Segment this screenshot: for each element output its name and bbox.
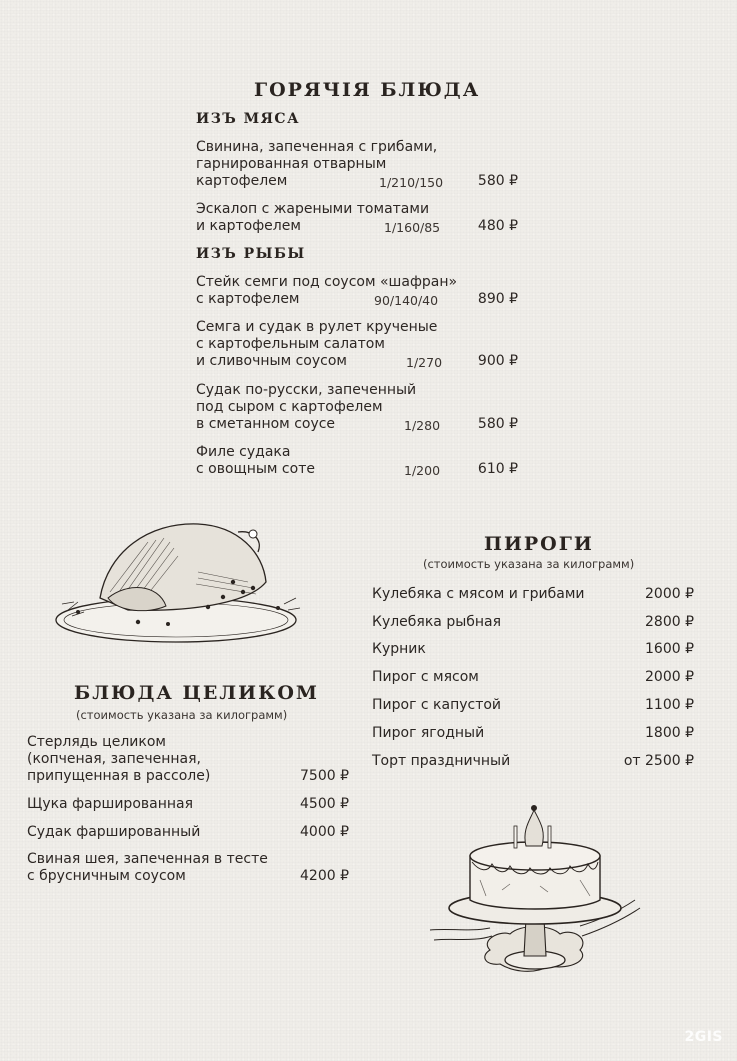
price: 900 ₽ — [477, 353, 518, 369]
watermark-2gis: 2GIS — [684, 1029, 723, 1045]
portion-weight: 1/280 — [404, 418, 441, 433]
pie-item-name: Курник — [372, 641, 426, 657]
item-line: гарнированная отварным — [196, 156, 387, 172]
pie-item-name: Пирог с капустой — [372, 697, 502, 713]
pie-item-price: 1600 ₽ — [645, 641, 694, 657]
item-line: с брусничным соусом 4200 ₽ — [27, 868, 349, 884]
item-line: картофелем 1/210/150 580 ₽ — [196, 173, 518, 190]
price: 890 ₽ — [477, 291, 518, 307]
menu-item — [27, 796, 349, 813]
menu-item — [196, 444, 521, 478]
menu-item — [27, 851, 349, 885]
pie-item-name: Пирог ягодный — [372, 725, 485, 741]
whole-dishes-title: БЛЮДА ЦЕЛИКОМ — [74, 682, 319, 704]
price: 480 ₽ — [477, 218, 518, 234]
item-line: Стерлядь целиком — [27, 734, 166, 750]
roast-poultry-icon — [48, 512, 310, 644]
pie-item-price: 1800 ₽ — [645, 725, 694, 741]
meat-subtitle: ИЗЪ МЯСА — [196, 111, 300, 127]
item-line: Свиная шея, запеченная в тесте — [27, 851, 268, 867]
item-line: Филе судака — [196, 444, 291, 460]
item-line: с картофельным салатом — [196, 336, 385, 352]
item-line: припущенная в рассоле) 7500 ₽ — [27, 768, 349, 784]
item-line: под сыром с картофелем — [196, 399, 383, 415]
item-line: Эскалоп с жареными томатами — [196, 201, 430, 217]
menu-item — [196, 382, 521, 433]
cake-illustration — [430, 800, 645, 980]
item-line: Щука фаршированная 4500 ₽ — [27, 796, 349, 812]
pie-item-name: Кулебяка рыбная — [372, 614, 502, 630]
item-line: Свинина, запеченная с грибами, — [196, 139, 438, 155]
price: 7500 ₽ — [300, 768, 349, 784]
pie-item-name: Торт праздничный — [372, 753, 511, 769]
item-line: в сметанном соусе 1/280 580 ₽ — [196, 416, 518, 433]
item-line: (копченая, запеченная, — [27, 751, 202, 767]
portion-weight: 1/160/85 — [384, 220, 441, 235]
menu-item — [27, 734, 349, 785]
price: 4000 ₽ — [300, 824, 349, 840]
pie-item-price: от 2500 ₽ — [623, 753, 694, 769]
item-line: с картофелем 90/140/40 890 ₽ — [196, 291, 518, 308]
item-line: Стейк семги под соусом «шафран» — [196, 274, 458, 290]
menu-item — [27, 824, 349, 841]
pie-item-price: 1100 ₽ — [645, 697, 694, 713]
whole-dishes-price-note: (стоимость указана за килограмм) — [76, 708, 288, 722]
menu-item — [196, 319, 521, 370]
price: 4200 ₽ — [300, 868, 349, 884]
price: 610 ₽ — [477, 461, 518, 477]
fish-subtitle: ИЗЪ РЫБЫ — [196, 246, 306, 262]
pie-item-name: Пирог с мясом — [372, 669, 479, 685]
portion-weight: 1/200 — [404, 463, 441, 478]
portion-weight: 1/270 — [406, 355, 443, 370]
pie-item-price: 2000 ₽ — [645, 669, 694, 685]
price: 580 ₽ — [477, 173, 518, 189]
menu-item — [196, 139, 521, 190]
portion-weight: 1/210/150 — [379, 175, 444, 190]
item-line: и сливочным соусом 1/270 900 ₽ — [196, 353, 518, 370]
portion-weight: 90/140/40 — [374, 293, 439, 308]
price: 4500 ₽ — [300, 796, 349, 812]
item-line: Семга и судак в рулет крученые — [196, 319, 438, 335]
roast-poultry-illustration — [48, 512, 310, 644]
menu-item — [196, 201, 521, 235]
menu-item — [196, 274, 521, 308]
price: 580 ₽ — [477, 416, 518, 432]
pie-item-price: 2800 ₽ — [645, 614, 694, 630]
cake-on-stand-icon — [430, 800, 645, 980]
pie-item-price: 2000 ₽ — [645, 586, 694, 602]
pies-title: ПИРОГИ — [484, 533, 594, 555]
item-line: Судак по-русски, запеченный — [196, 382, 417, 398]
item-line: и картофелем 1/160/85 480 ₽ — [196, 218, 518, 235]
hot-dishes-title: ГОРЯЧІЯ БЛЮДА — [254, 79, 481, 101]
pie-item-name: Кулебяка с мясом и грибами — [372, 586, 585, 602]
item-line: Судак фаршированный 4000 ₽ — [27, 824, 349, 840]
pies-price-note: (стоимость указана за килограмм) — [423, 557, 635, 571]
item-line: с овощным соте 1/200 610 ₽ — [196, 461, 518, 478]
